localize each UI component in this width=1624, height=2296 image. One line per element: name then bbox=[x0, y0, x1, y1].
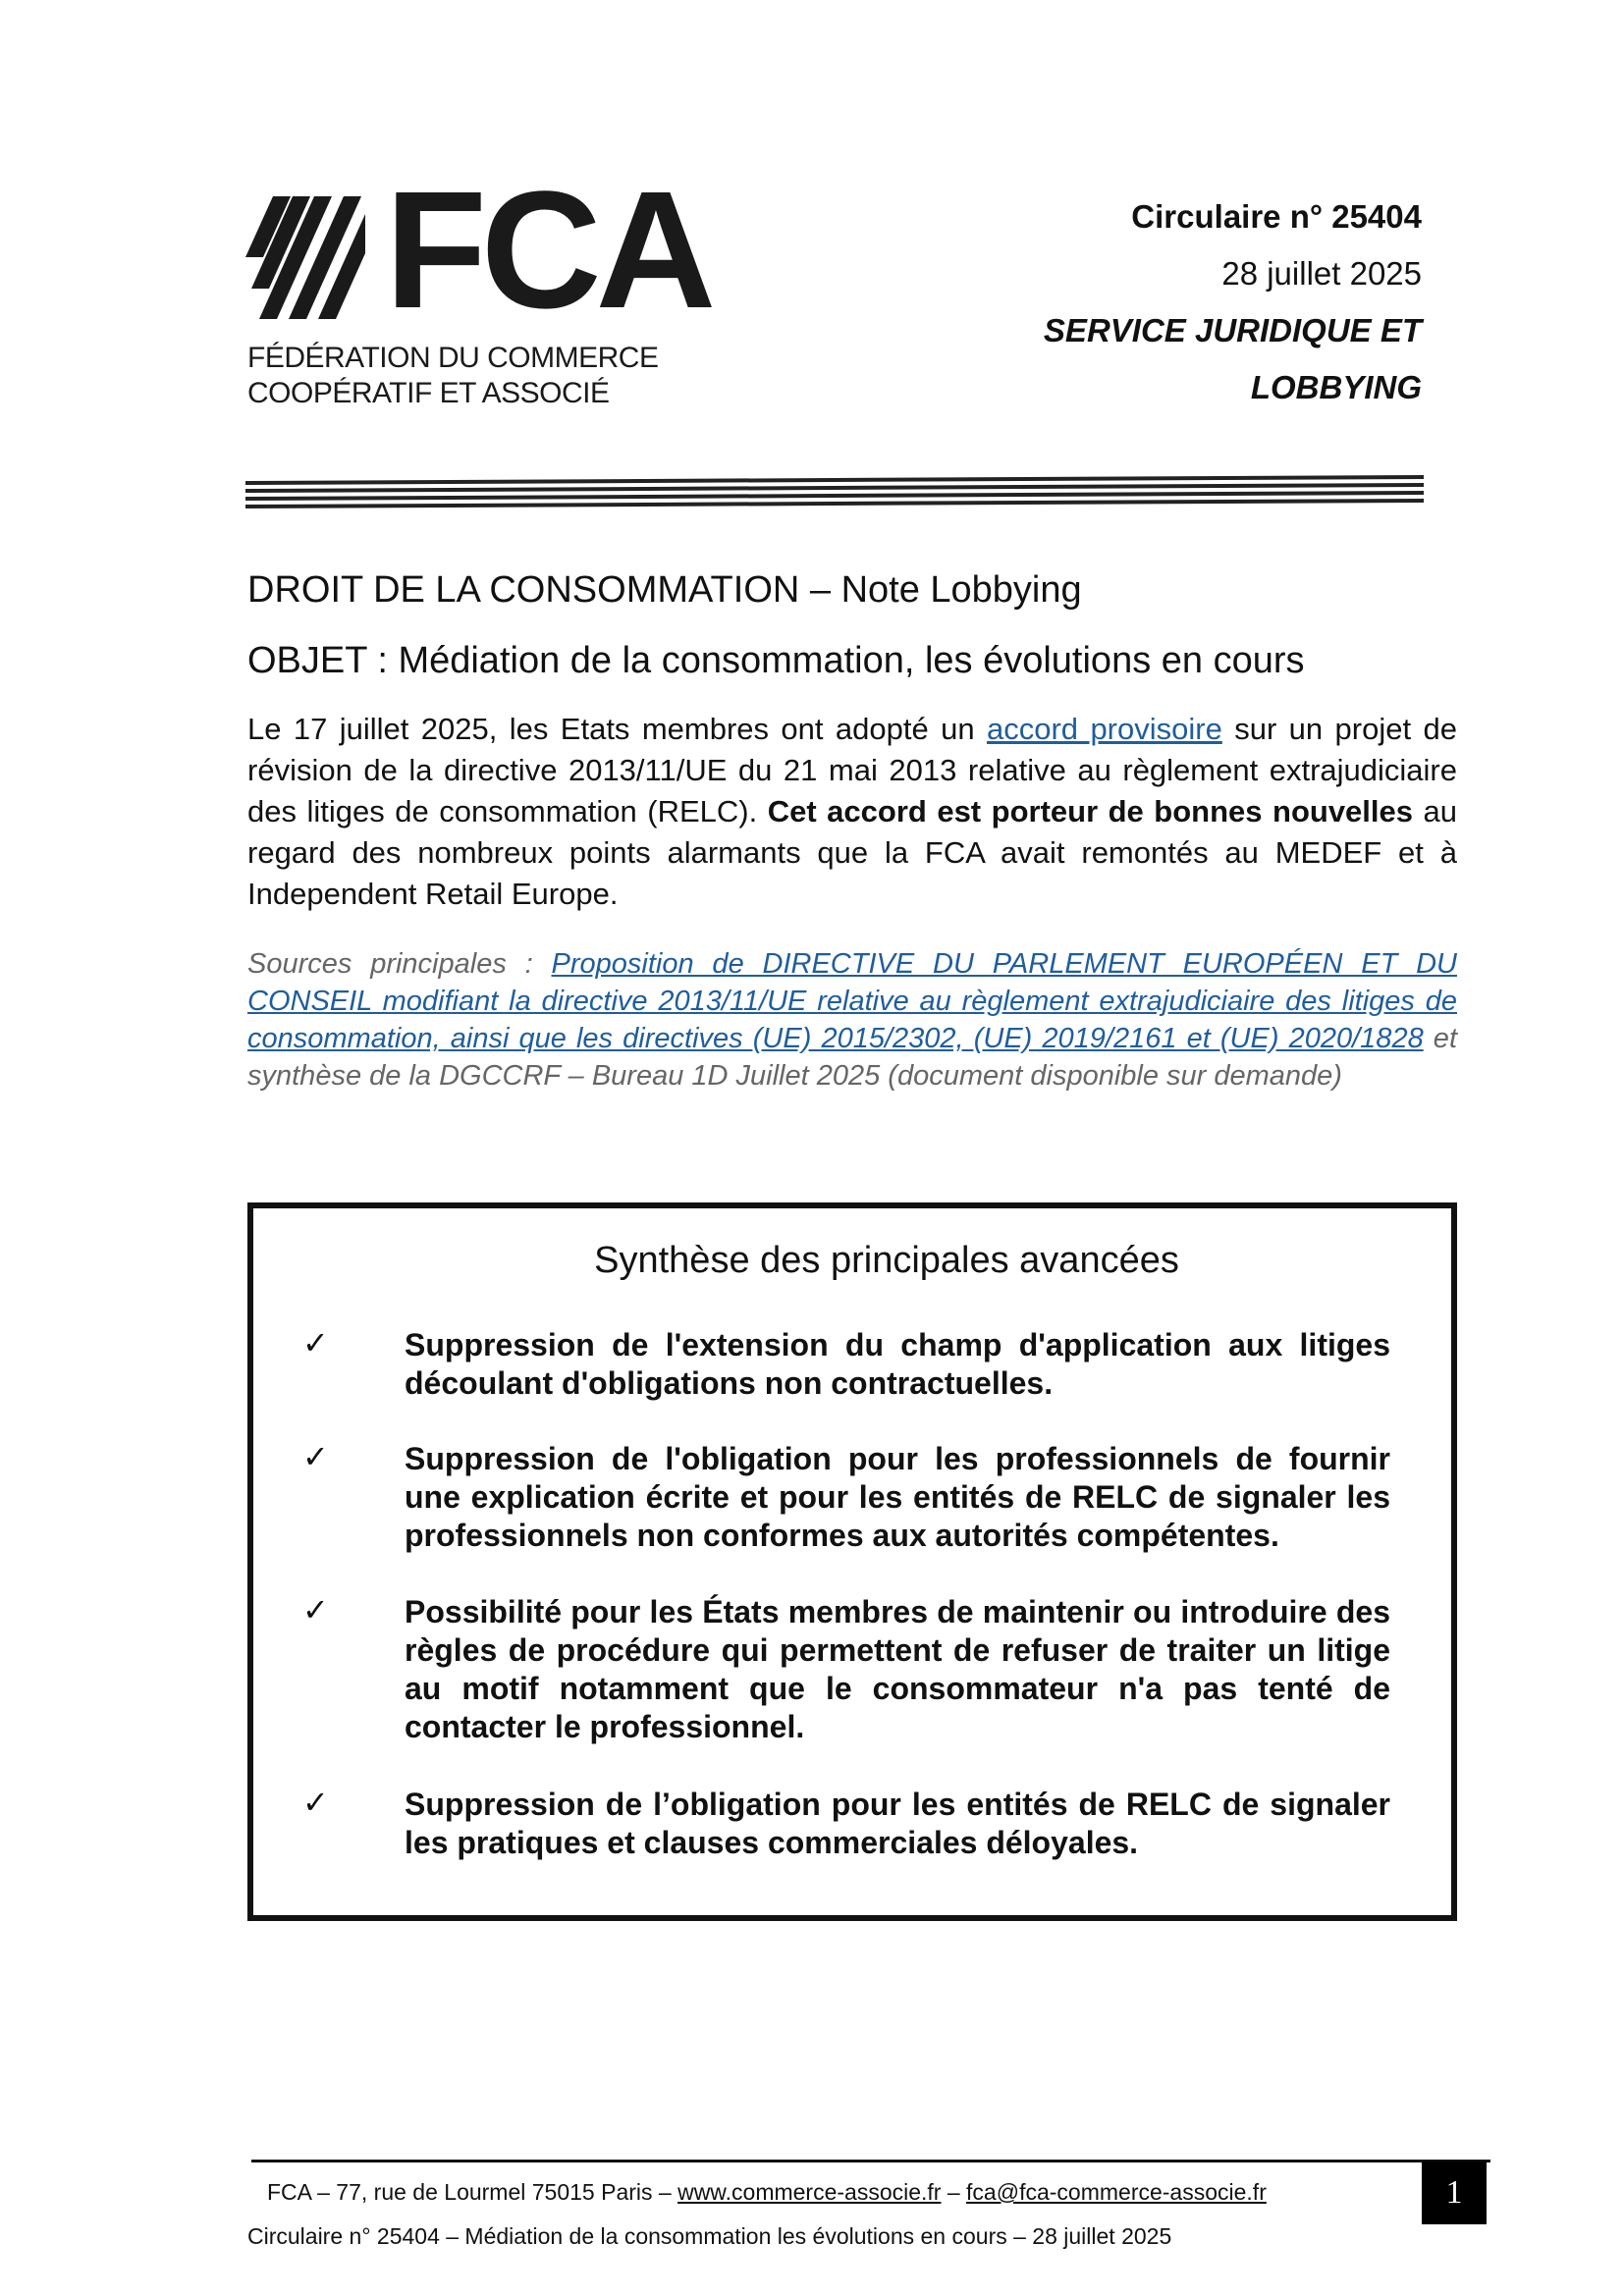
synthesis-item-text: Suppression de l'extension du champ d'application aux litiges découlant d'obligations non contractuelles. bbox=[405, 1327, 1390, 1401]
section-title: DROIT DE LA CONSOMMATION – Note Lobbying bbox=[247, 569, 1082, 611]
circulaire-date: 28 juillet 2025 bbox=[1221, 255, 1422, 292]
synthesis-item bbox=[302, 1326, 1390, 1403]
service-line-1: SERVICE JURIDIQUE ET bbox=[1043, 312, 1422, 348]
footer-address: FCA – 77, rue de Lourmel 75015 Paris – bbox=[267, 2179, 678, 2205]
footer-separator: – bbox=[941, 2179, 967, 2205]
page-number: 1 bbox=[1422, 2162, 1487, 2224]
footer-website-link[interactable]: www.commerce-associe.fr bbox=[677, 2179, 942, 2205]
sources-paragraph bbox=[247, 945, 1457, 1095]
synthesis-item-text: Suppression de l’obligation pour les entités de RELC de signaler les pratiques et clauses commerciales déloyales. bbox=[405, 1787, 1390, 1860]
synthesis-item-text: Possibilité pour les États membres de maintenir ou introduire des règles de procédure qui permettent de refuser de traiter un litige au motif notamment que le consommateur n'a pas tenté de contacter le professionnel. bbox=[405, 1594, 1390, 1744]
checkmark-icon: ✓ bbox=[302, 1439, 329, 1474]
synthesis-item bbox=[302, 1593, 1390, 1746]
accord-provisoire-link[interactable]: accord provisoire bbox=[987, 712, 1222, 746]
intro-paragraph bbox=[247, 709, 1457, 915]
checkmark-icon: ✓ bbox=[302, 1325, 329, 1361]
intro-text-3: au regard des nombreux points alarmants que la FCA avait remontés au MEDEF et à Independent Retail Europe. bbox=[247, 794, 1457, 911]
header-separator bbox=[245, 473, 1424, 512]
synthesis-title: Synthèse des principales avancées bbox=[594, 1240, 1179, 1281]
synthesis-item bbox=[302, 1440, 1390, 1555]
synthesis-box bbox=[247, 1202, 1457, 1921]
footer-circulaire-line: Circulaire n° 25404 – Médiation de la consommation les évolutions en cours – 28 juillet 2025 bbox=[247, 2223, 1172, 2249]
synthesis-item-text: Suppression de l'obligation pour les professionnels de fournir une explication écrite et pour les entités de RELC de signaler les professionnels non conformes aux autorités compétentes. bbox=[405, 1441, 1390, 1553]
intro-text-1: Le 17 juillet 2025, les Etats membres ont adopté un bbox=[247, 712, 987, 746]
directive-proposal-link[interactable]: Proposition de DIRECTIVE DU PARLEMENT EUROPÉEN ET DU CONSEIL modifiant la directive 2013/11/UE relative au règlement extrajudiciaire des litiges de consommation, ainsi que les directives (UE) 2015/2302, (UE) 2019/2161 et (UE) 2020/1828 bbox=[247, 948, 1457, 1054]
logo-stripes-icon bbox=[245, 196, 383, 319]
intro-bold: Cet accord est porteur de bonnes nouvelles bbox=[767, 794, 1414, 828]
objet-title: OBJET : Médiation de la consommation, les évolutions en cours bbox=[247, 640, 1305, 681]
footer-rule bbox=[251, 2160, 1490, 2163]
checkmark-icon: ✓ bbox=[302, 1785, 329, 1820]
intro-text-2: sur un projet de révision de la directive 2013/11/UE du 21 mai 2013 relative au règlement extrajudiciaire des litiges de consommation (RELC). bbox=[247, 712, 1457, 828]
sources-rest: et synthèse de la DGCCRF – Bureau 1D Juillet 2025 (document disponible sur demande) bbox=[247, 1023, 1457, 1092]
sources-label: Sources principales : bbox=[247, 948, 552, 980]
footer-address-line bbox=[267, 2179, 1267, 2206]
logo-org-line-1: FÉDÉRATION DU COMMERCE bbox=[247, 342, 659, 374]
logo-letters: FCA bbox=[385, 157, 711, 344]
fca-logo bbox=[245, 157, 711, 417]
checkmark-icon: ✓ bbox=[302, 1592, 329, 1628]
logo-org-line-2: COOPÉRATIF ET ASSOCIÉ bbox=[247, 377, 610, 409]
circulaire-number: Circulaire n° 25404 bbox=[1131, 198, 1422, 235]
service-line-2: LOBBYING bbox=[1250, 369, 1422, 405]
synthesis-item bbox=[302, 1786, 1390, 1862]
footer-email-link[interactable]: fca@fca-commerce-associe.fr bbox=[966, 2179, 1267, 2205]
